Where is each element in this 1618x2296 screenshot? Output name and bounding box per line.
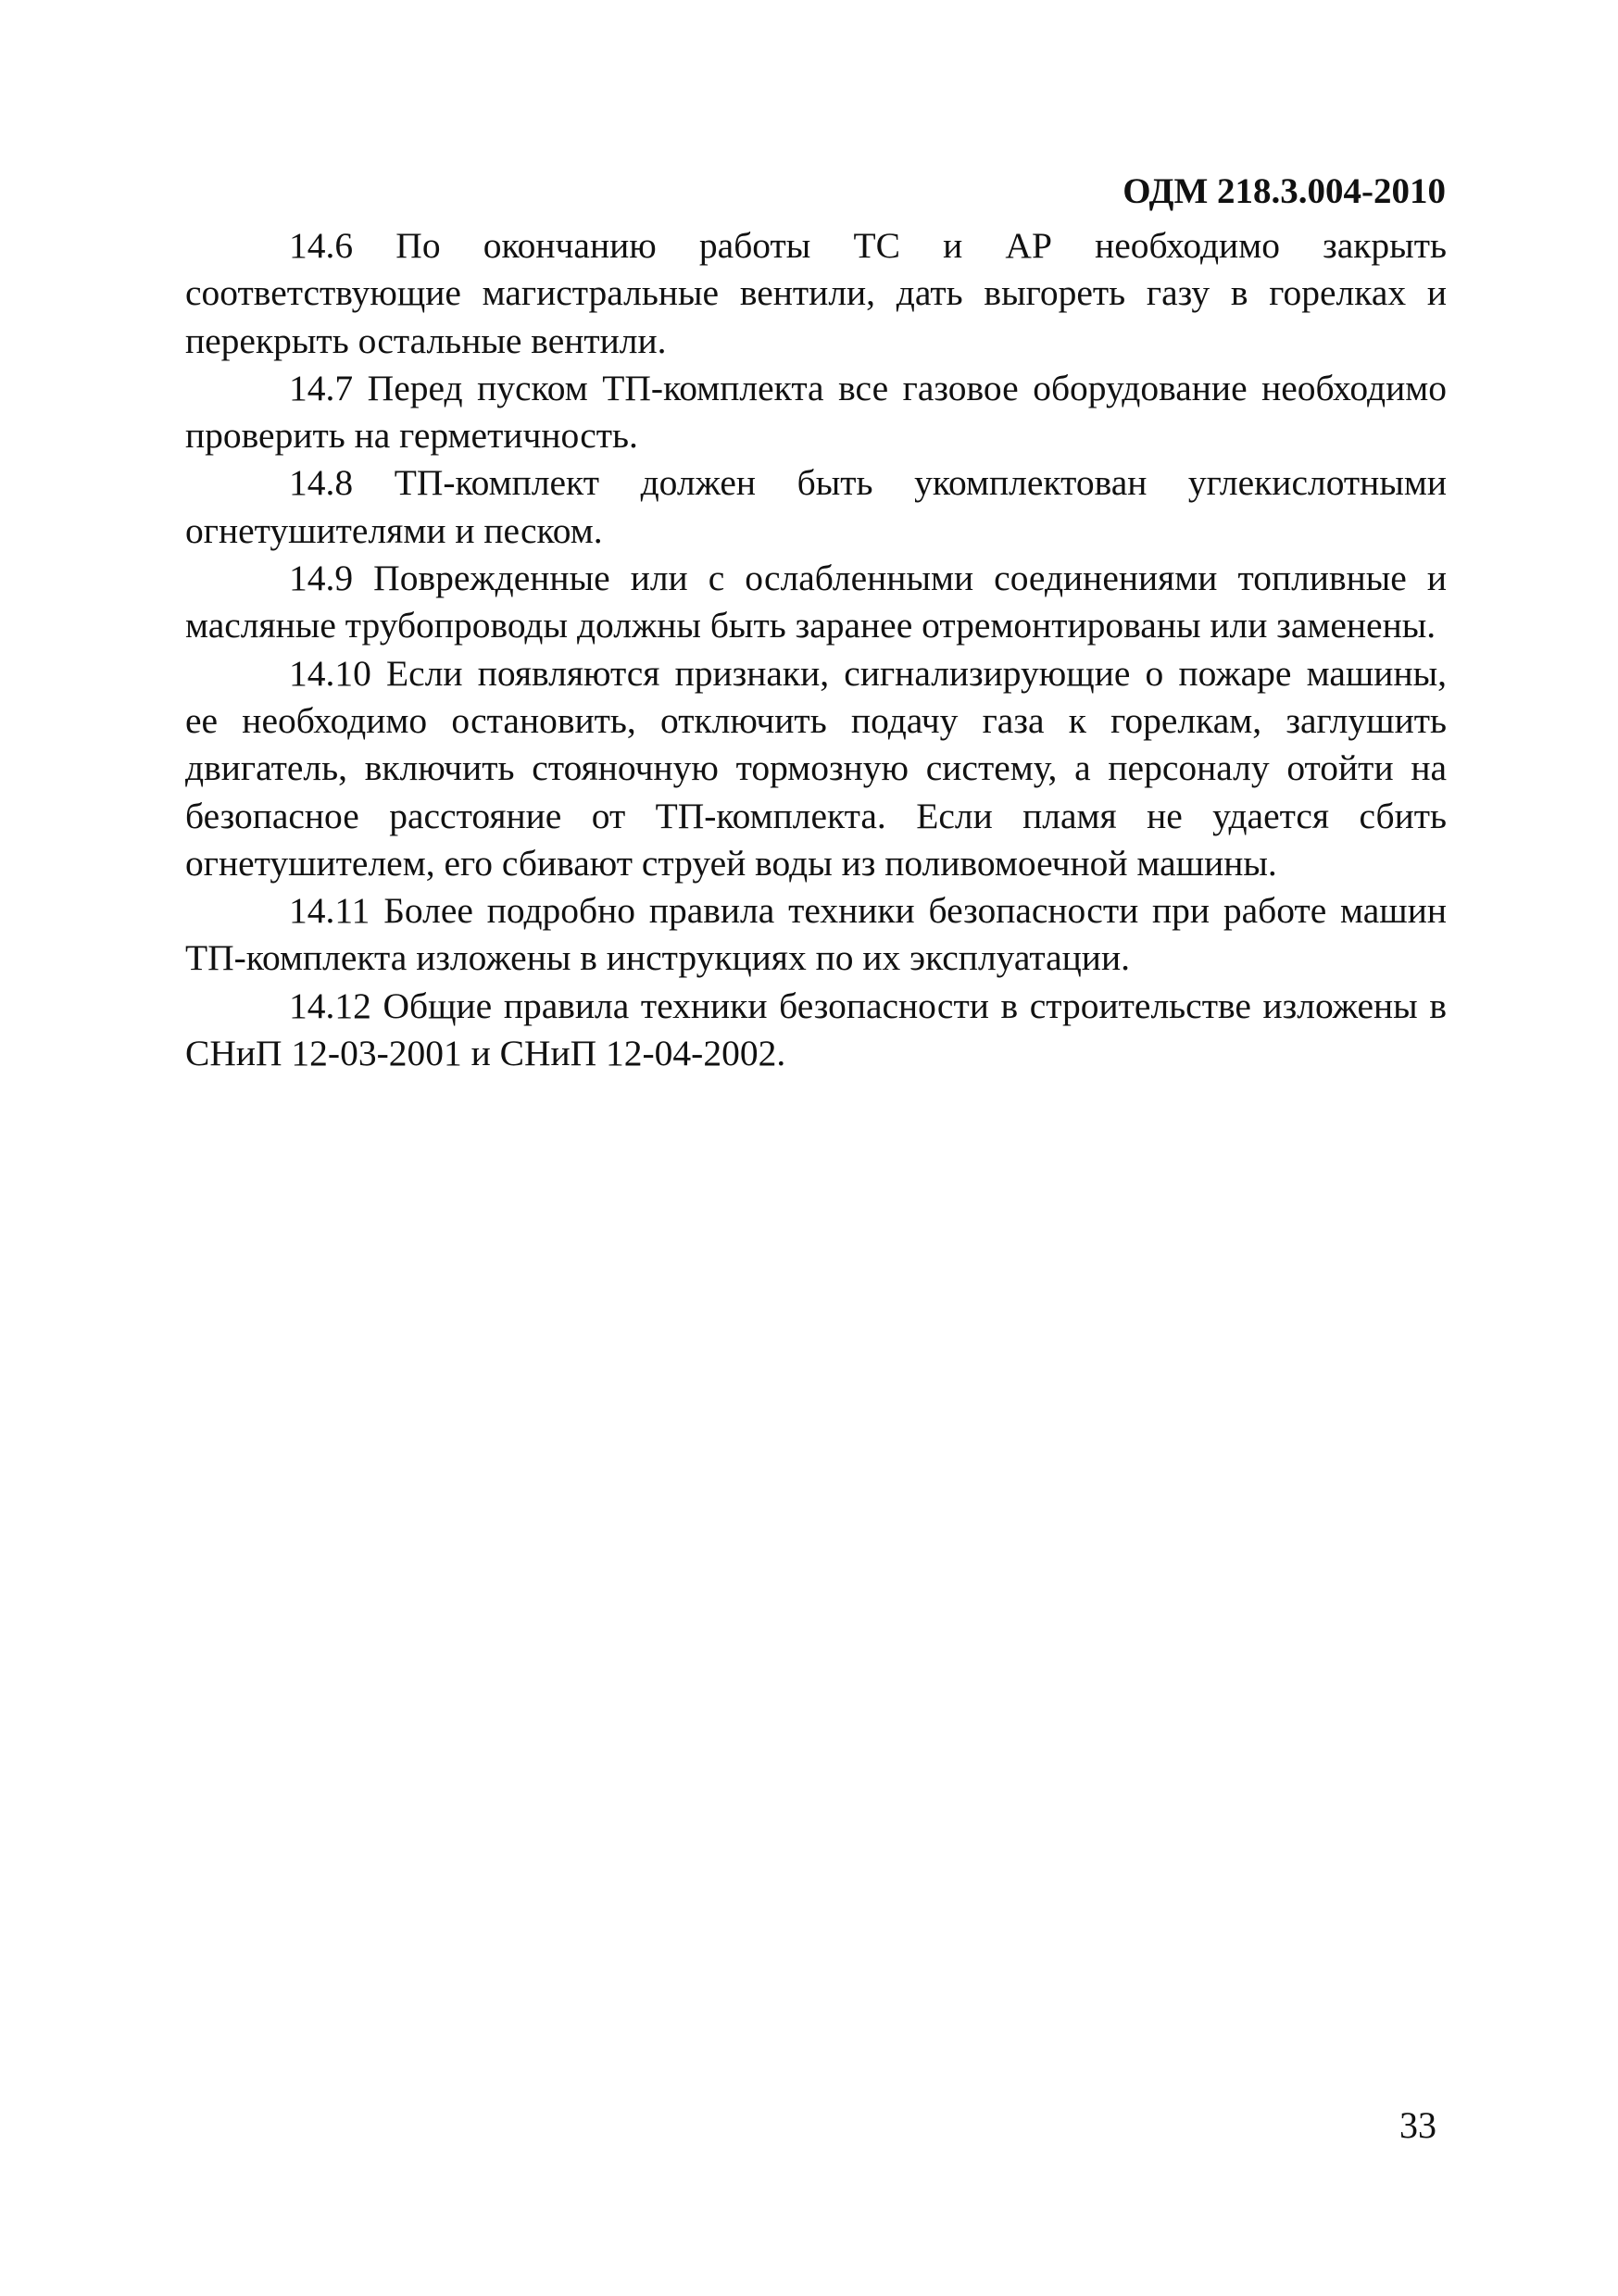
page-number: 33 [1399, 2104, 1436, 2146]
document-body [185, 222, 1447, 1077]
paragraph-14-10: 14.10 Если появляются признаки, сигнализирующие о пожаре машины, ее необходимо остановить, отключить подачу газа к горелкам, заглушить двигатель, включить стояночную тормозную систему, а персоналу отойти на безопасное расстояние от ТП-комплекта. Если пламя не удается сбить огнетушителем, его сбивают струей воды из поливомоечной машины. [185, 652, 1447, 884]
paragraph-14-11: 14.11 Более подробно правила техники безопасности при работе машин ТП-комплекта изложены в инструкциях по их эксплуатации. [185, 890, 1447, 979]
paragraph-14-8: 14.8 ТП-комплект должен быть укомплектован углекислотными огнетушителями и песком. [185, 462, 1447, 551]
paragraph-14-12: 14.12 Общие правила техники безопасности в строительстве изложены в СНиП 12-03-2001 и СНиП 12-04-2002. [185, 985, 1447, 1074]
paragraph-14-7: 14.7 Перед пуском ТП-комплекта все газовое оборудование необходимо проверить на герметичность. [185, 367, 1447, 457]
paragraph-14-6: 14.6 По окончанию работы ТС и АР необходимо закрыть соответствующие магистральные вентили, дать выгореть газу в горелках и перекрыть остальные вентили. [185, 225, 1447, 361]
document-code-header: ОДМ 218.3.004-2010 [1123, 171, 1446, 211]
paragraph-14-9: 14.9 Поврежденные или с ослабленными соединениями топливные и масляные трубопроводы должны быть заранее отремонтированы или заменены. [185, 558, 1447, 646]
